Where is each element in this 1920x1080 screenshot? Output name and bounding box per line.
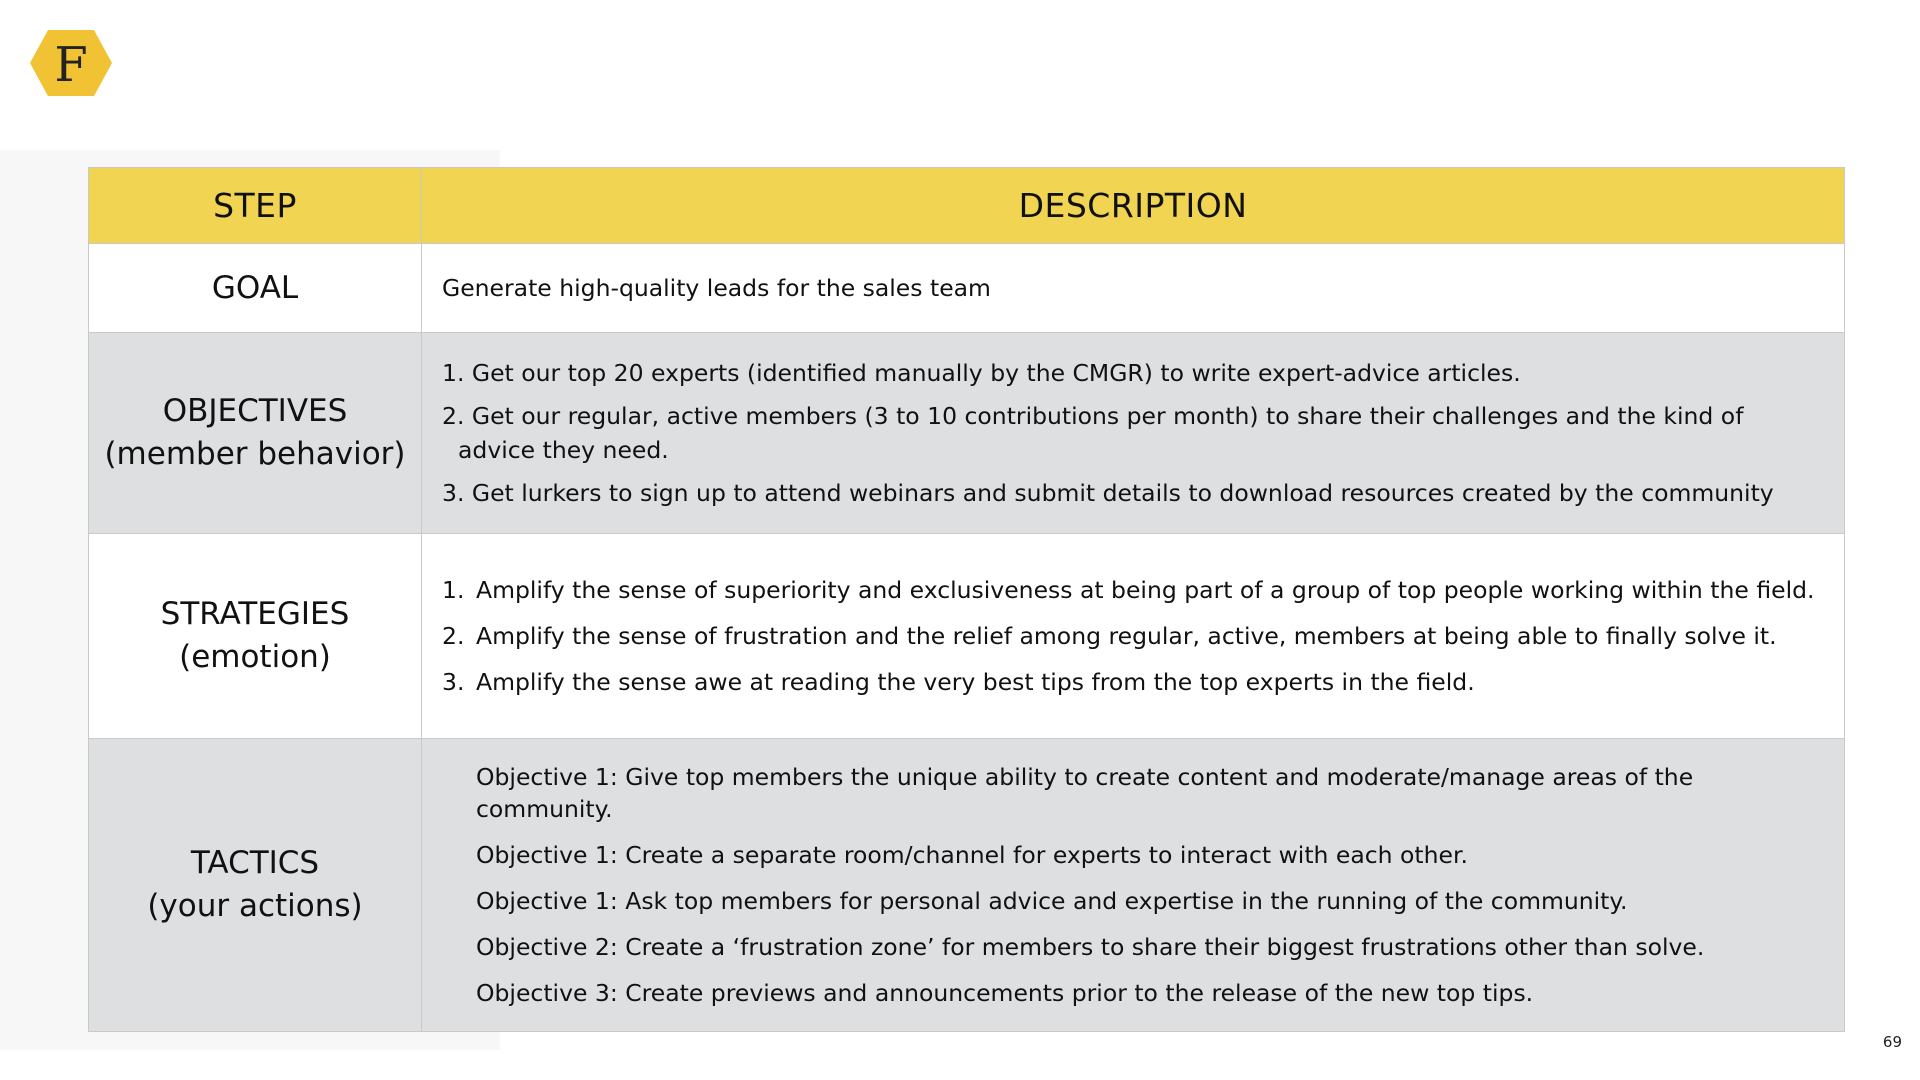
table-header-row xyxy=(89,168,1845,244)
objectives-description xyxy=(422,333,1845,534)
step-title: TACTICS xyxy=(190,845,320,881)
step-cell-strategies xyxy=(89,534,422,739)
list-number: 2. xyxy=(442,622,465,650)
strategies-description xyxy=(422,534,1845,739)
list-item xyxy=(442,619,1824,653)
page-number: 69 xyxy=(1882,1033,1902,1051)
list-item: Objective 1: Give top members the unique ability to create content and moderate/manage areas of the community. xyxy=(476,763,1694,823)
list-item xyxy=(442,665,1824,699)
step-subtitle: (member behavior) xyxy=(104,436,406,472)
header-description: DESCRIPTION xyxy=(422,168,1845,244)
step-title: GOAL xyxy=(211,269,299,306)
goal-description: Generate high-quality leads for the sales team xyxy=(422,244,1845,333)
step-cell-goal xyxy=(89,244,422,333)
step-title: OBJECTIVES xyxy=(162,393,348,429)
list-text: Amplify the sense of frustration and the relief among regular, active, members at being able to finally solve it. xyxy=(476,622,1777,650)
strategy-table xyxy=(88,167,1845,1032)
list-item xyxy=(442,573,1824,607)
step-title: STRATEGIES xyxy=(160,596,350,632)
list-text: Amplify the sense awe at reading the very best tips from the top experts in the field. xyxy=(476,668,1475,696)
tactics-list xyxy=(442,761,1824,1009)
logo-letter: F xyxy=(54,37,88,93)
header-step: STEP xyxy=(89,168,422,244)
objectives-list xyxy=(442,356,1824,510)
hexagon-logo-icon xyxy=(30,30,112,96)
table-row-strategies xyxy=(89,534,1845,739)
step-subtitle: (emotion) xyxy=(179,639,331,675)
list-item: Objective 3: Create previews and announcements prior to the release of the new top tips. xyxy=(476,979,1534,1007)
tactics-description xyxy=(422,739,1845,1032)
strategies-list xyxy=(442,573,1824,699)
list-item: 2. Get our regular, active members (3 to 10 contributions per month) to share their challenges and the kind of advice they need. xyxy=(442,402,1744,464)
list-item: 3. Get lurkers to sign up to attend webinars and submit details to download resources created by the community xyxy=(442,479,1774,507)
list-text: Amplify the sense of superiority and exclusiveness at being part of a group of top people working within the field. xyxy=(476,576,1815,604)
table-row-objectives xyxy=(89,333,1845,534)
list-item: Objective 2: Create a ‘frustration zone’ for members to share their biggest frustrations other than solve. xyxy=(476,933,1705,961)
table-row-goal xyxy=(89,244,1845,333)
step-subtitle: (your actions) xyxy=(147,888,363,924)
table-row-tactics xyxy=(89,739,1845,1032)
list-item: 1. Get our top 20 experts (identified manually by the CMGR) to write expert-advice articles. xyxy=(442,359,1521,387)
list-number: 3. xyxy=(442,668,465,696)
step-cell-objectives xyxy=(89,333,422,534)
list-item: Objective 1: Create a separate room/channel for experts to interact with each other. xyxy=(476,841,1468,869)
step-cell-tactics xyxy=(89,739,422,1032)
logo xyxy=(30,30,112,96)
list-item: Objective 1: Ask top members for personal advice and expertise in the running of the community. xyxy=(476,887,1628,915)
list-number: 1. xyxy=(442,576,465,604)
